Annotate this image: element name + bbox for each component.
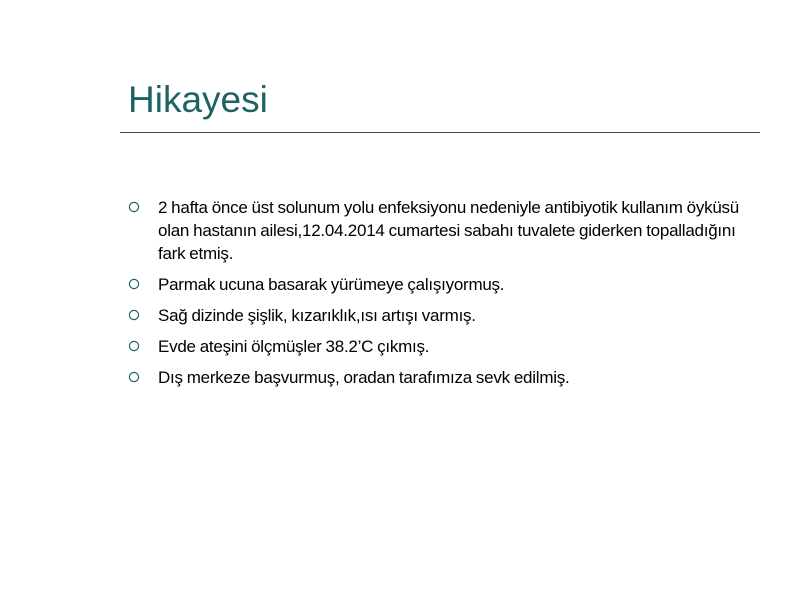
- hollow-circle-icon: [128, 278, 140, 290]
- bullet-item: [128, 335, 758, 358]
- bullet-item: [128, 304, 758, 327]
- bullet-text: Evde ateşini ölçmüşler 38.2’C çıkmış.: [158, 337, 430, 356]
- hollow-circle-icon: [128, 309, 140, 321]
- bullet-list: [128, 196, 758, 397]
- bullet-text: Dış merkeze başvurmuş, oradan tarafımıza sevk edilmiş.: [158, 368, 570, 387]
- bullet-item: [128, 366, 758, 389]
- bullet-text: Sağ dizinde şişlik, kızarıklık,ısı artışı varmış.: [158, 306, 476, 325]
- bullet-text: 2 hafta önce üst solunum yolu enfeksiyonu nedeniyle antibiyotik kullanım öyküsü olan hastanın ailesi,12.04.2014 cumartesi sabahı tuvalete giderken topalladığını fark etmiş.: [158, 198, 739, 263]
- hollow-circle-icon: [128, 340, 140, 352]
- bullet-text: Parmak ucuna basarak yürümeye çalışıyormuş.: [158, 275, 505, 294]
- slide-title: Hikayesi: [128, 79, 268, 120]
- title-divider: [120, 132, 760, 133]
- bullet-item: [128, 273, 758, 296]
- hollow-circle-icon: [128, 371, 140, 383]
- hollow-circle-icon: [128, 201, 140, 213]
- bullet-item: [128, 196, 758, 265]
